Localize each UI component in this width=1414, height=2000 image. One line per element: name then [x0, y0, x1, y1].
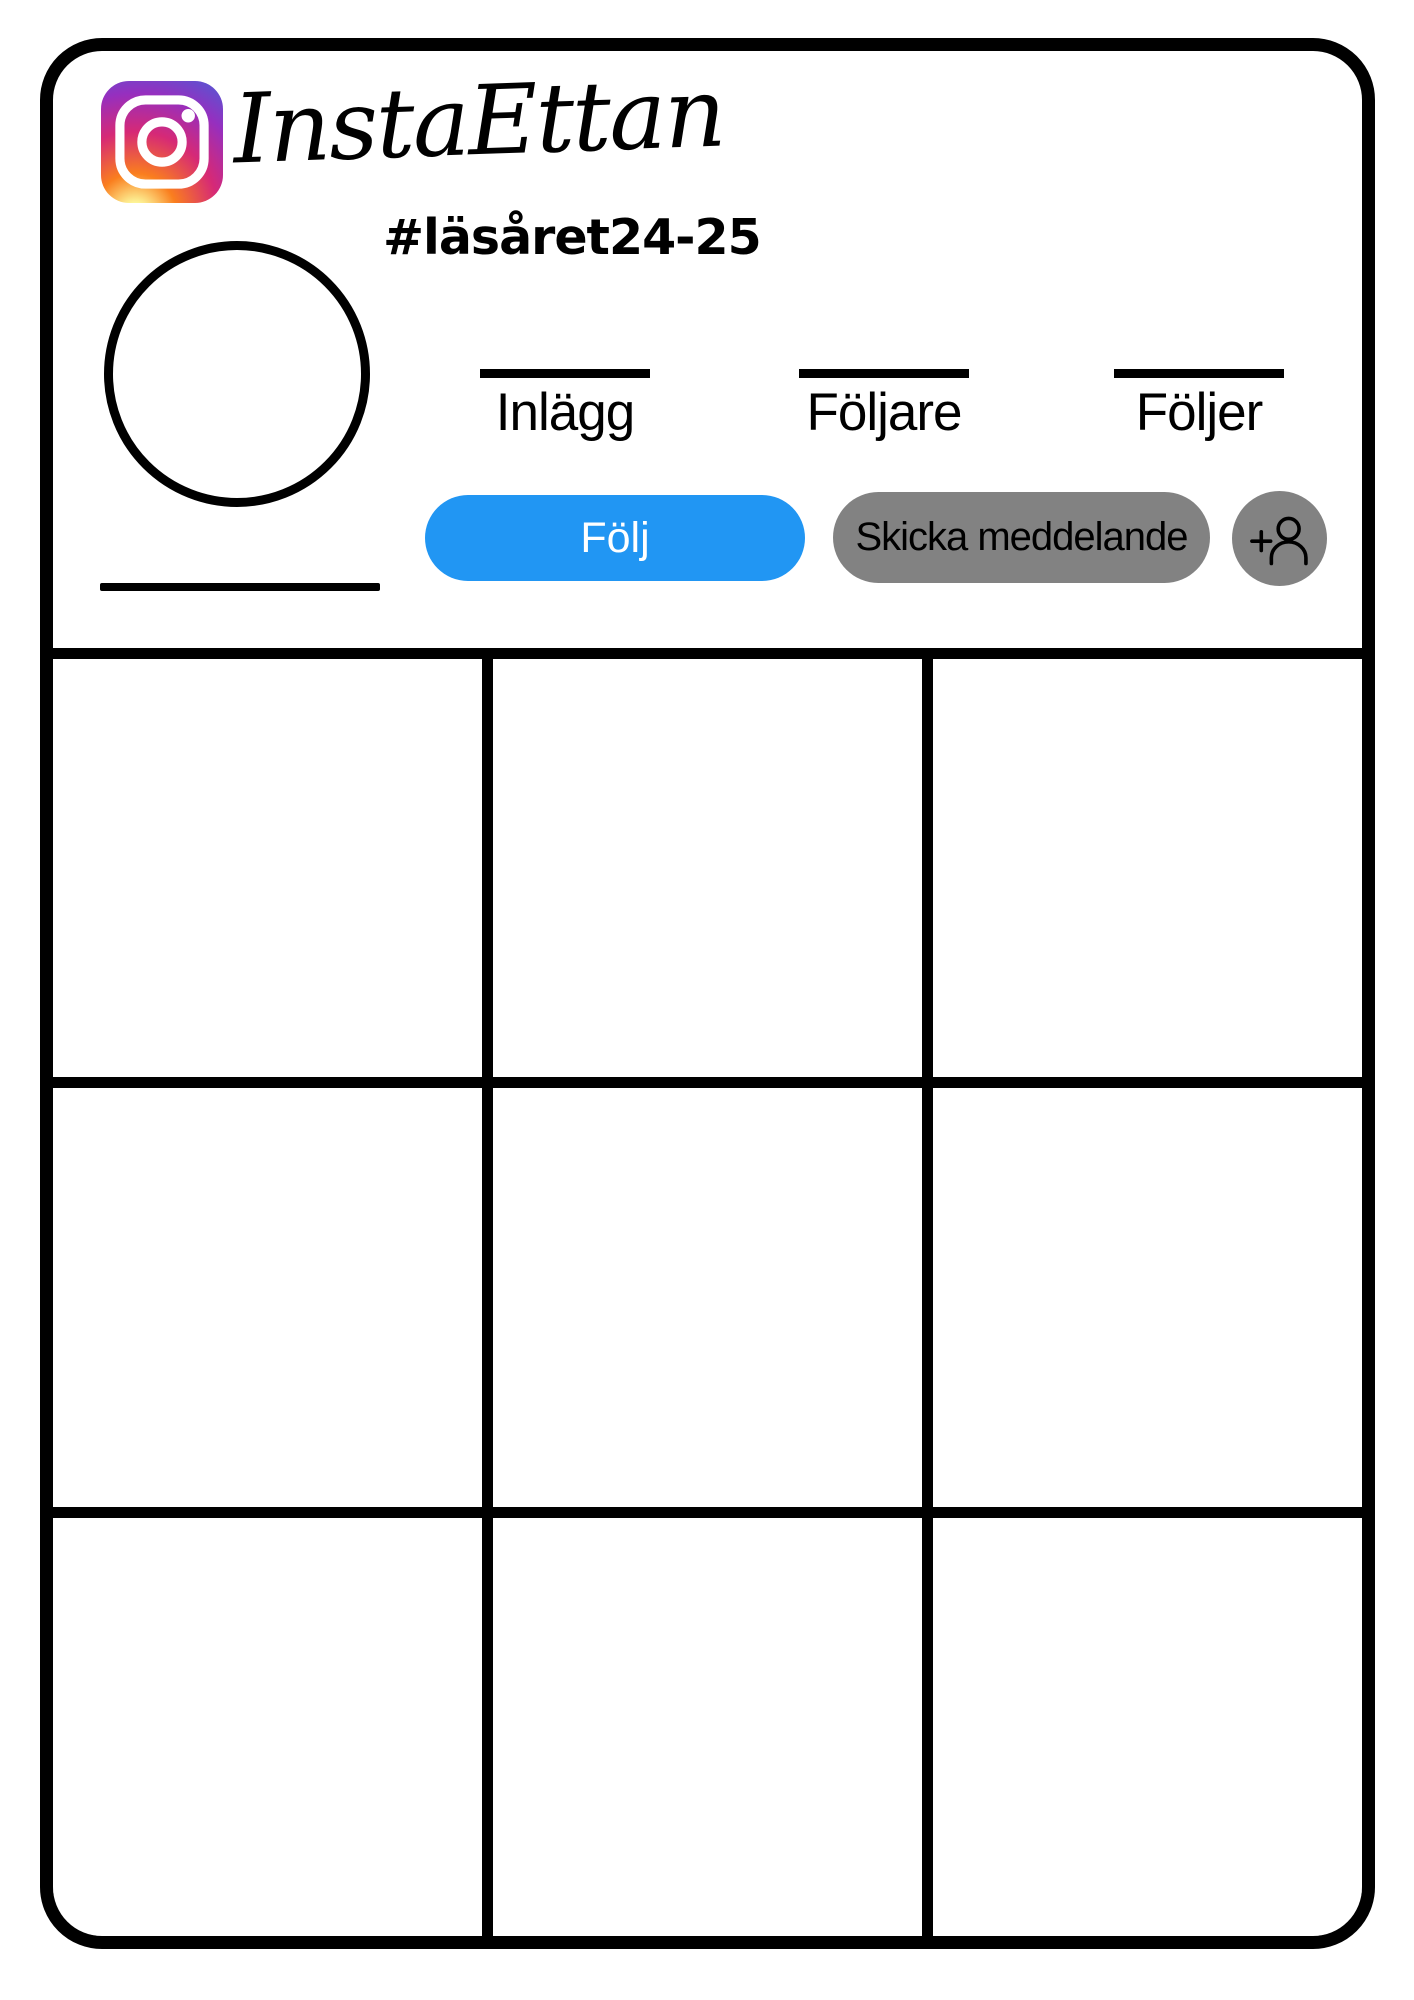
stat-following-label: Följer: [1135, 383, 1263, 442]
post-cell: [933, 1088, 1362, 1506]
stat-posts: [445, 369, 685, 443]
stat-posts-count-line: [480, 369, 650, 378]
post-cell: [53, 1088, 482, 1506]
post-cell: [493, 1088, 922, 1506]
follow-button[interactable]: Följ: [425, 495, 805, 581]
add-user-icon: [1244, 503, 1316, 575]
page-title: InstaEttan: [231, 56, 726, 186]
post-cell: [493, 659, 922, 1077]
stat-followers: [764, 369, 1004, 443]
post-cell: [493, 1518, 922, 1936]
post-cell: [53, 1518, 482, 1936]
stat-following-count-line: [1114, 369, 1284, 378]
stat-following: [1079, 369, 1319, 443]
send-message-button[interactable]: Skicka meddelande: [833, 492, 1210, 583]
username-line-placeholder: [100, 583, 380, 591]
stat-followers-label: Följare: [806, 383, 962, 442]
instagram-camera-icon: [101, 81, 223, 203]
profile-frame: [40, 38, 1375, 1949]
hashtag-label: #läsåret24-25: [383, 209, 761, 266]
post-cell: [933, 1518, 1362, 1936]
post-cell: [933, 659, 1362, 1077]
stat-posts-label: Inlägg: [495, 383, 635, 442]
add-user-button[interactable]: [1232, 491, 1327, 586]
stat-followers-count-line: [799, 369, 969, 378]
posts-grid: [53, 648, 1362, 1936]
profile-photo-placeholder: [104, 241, 370, 507]
post-cell: [53, 659, 482, 1077]
